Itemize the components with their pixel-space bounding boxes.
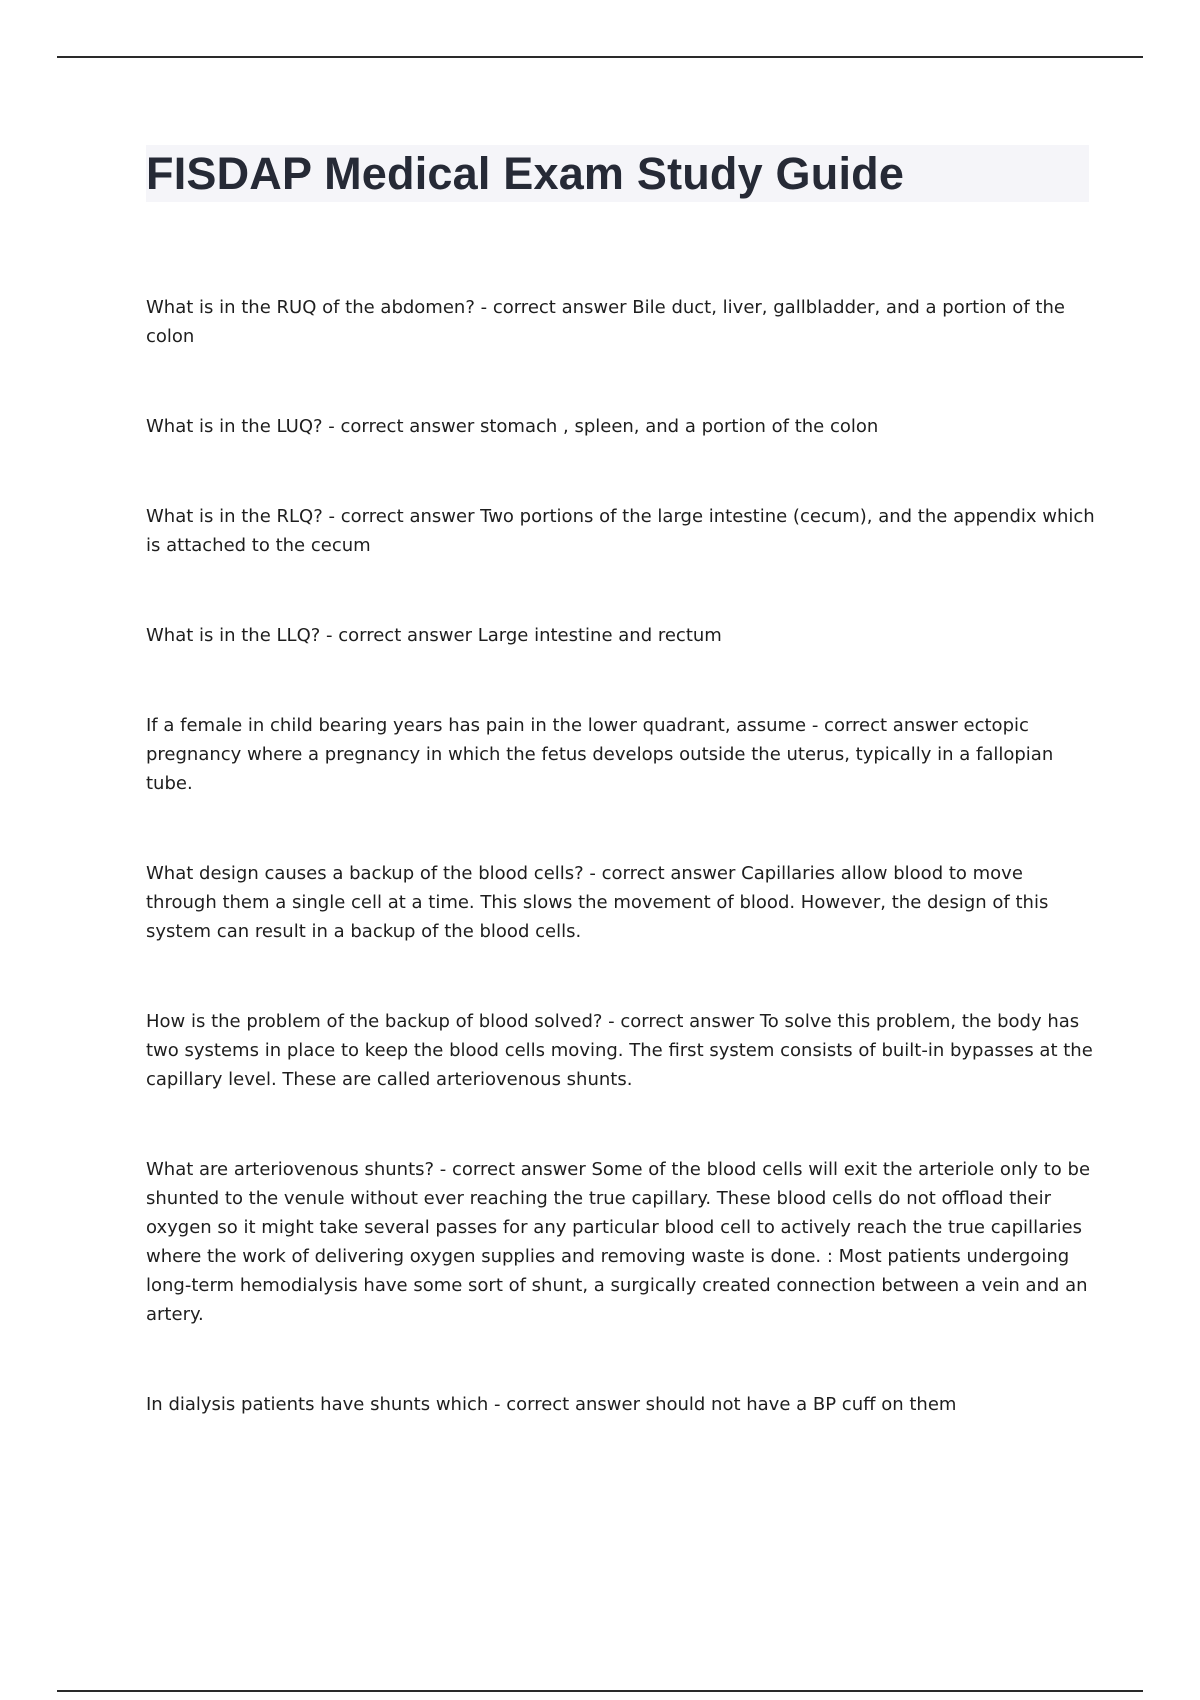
qa-item: What is in the LUQ? - correct answer stomach , spleen, and a portion of the colon [146,416,879,437]
qa-item: What is in the RLQ? - correct answer Two portions of the large intestine (cecum), and the appendix which is attached to the cecum [146,506,1095,556]
qa-item: In dialysis patients have shunts which - correct answer should not have a BP cuff on them [146,1394,957,1415]
qa-item: How is the problem of the backup of blood solved? - correct answer To solve this problem, the body has two systems in place to keep the blood cells moving. The first system consists of built-in bypasses at the capillary level. These are called arteriovenous shunts. [146,1011,1093,1090]
qa-item: If a female in child bearing years has pain in the lower quadrant, assume - correct answer ectopic pregnancy where a pregnancy in which the fetus develops outside the uterus, typically in a fallopian tube. [146,715,1054,794]
qa-list [146,293,1096,1480]
title-banner [146,145,1089,202]
qa-item: What is in the LLQ? - correct answer Large intestine and rectum [146,625,722,646]
page-title: FISDAP Medical Exam Study Guide [146,148,905,199]
qa-item: What design causes a backup of the blood cells? - correct answer Capillaries allow blood to move through them a single cell at a time. This slows the movement of blood. However, the design of this system can result in a backup of the blood cells. [146,863,1049,942]
top-rule [57,56,1143,58]
qa-item: What is in the RUQ of the abdomen? - correct answer Bile duct, liver, gallbladder, and a portion of the colon [146,297,1065,347]
bottom-rule [57,1690,1143,1692]
qa-item: What are arteriovenous shunts? - correct answer Some of the blood cells will exit the arteriole only to be shunted to the venule without ever reaching the true capillary. These blood cells do not offload their oxygen so it might take several passes for any particular blood cell to actively reach the true capillaries where the work of delivering oxygen supplies and removing waste is done. : Most patients undergoing long-term hemodialysis have some sort of shunt, a surgically created connection between a vein and an artery. [146,1159,1091,1325]
